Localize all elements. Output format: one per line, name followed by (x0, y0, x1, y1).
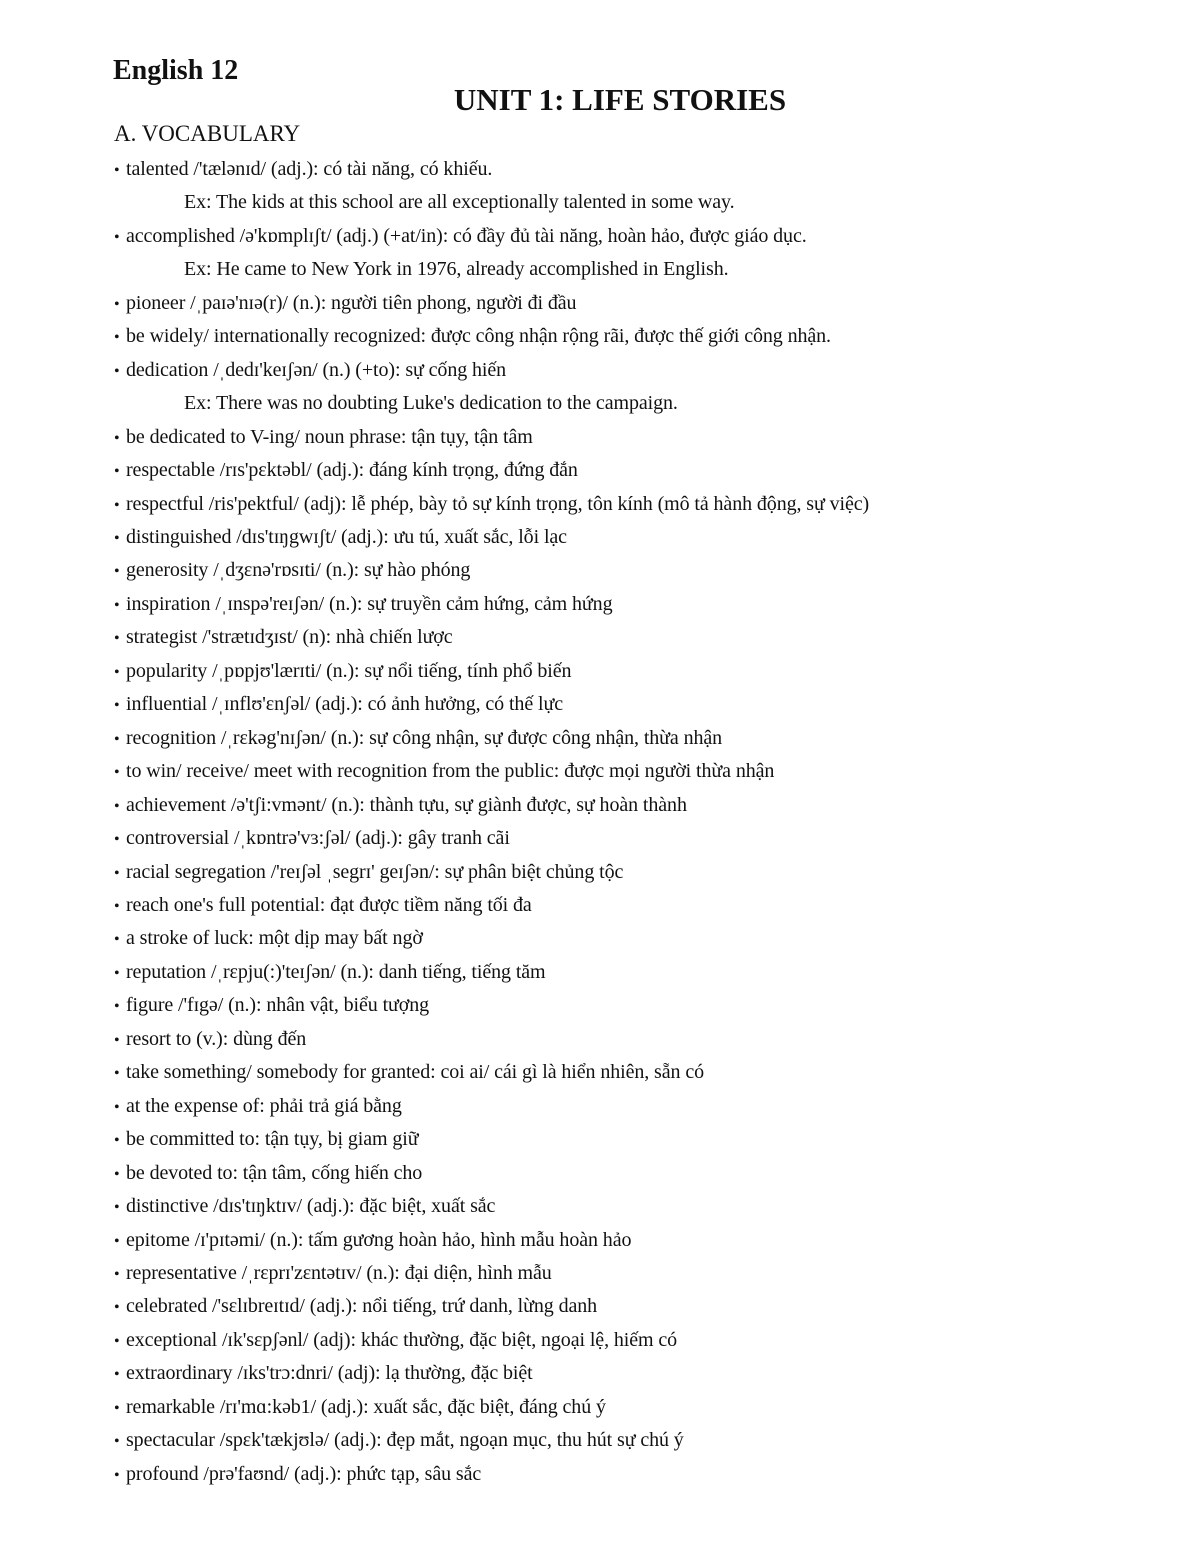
example-sentence (114, 387, 1174, 420)
vocabulary-text: be committed to: tận tụy, bị giam giữ (126, 1128, 419, 1151)
bullet-icon: • (114, 864, 120, 882)
vocabulary-item (114, 1458, 1174, 1491)
bullet-icon: • (114, 496, 120, 514)
vocabulary-item (114, 722, 1174, 755)
bullet-icon: • (114, 463, 120, 481)
vocabulary-text: pioneer /ˌpaɪə'nɪə(r)/ (n.): người tiên phong, người đi đầu (126, 291, 577, 314)
example-sentence (114, 253, 1174, 286)
vocabulary-text: popularity /ˌpɒpjʊ'lærɪti/ (n.): sự nổi tiếng, tính phổ biến (126, 659, 572, 682)
vocabulary-text: exceptional /ɪk'sɛpʃənl/ (adj): khác thường, đặc biệt, ngoại lệ, hiếm có (126, 1328, 678, 1351)
example-text: Ex: There was no doubting Luke's dedication to the campaign. (184, 392, 678, 415)
bullet-icon: • (114, 630, 120, 648)
vocabulary-text: strategist /'strætɪdʒɪst/ (n): nhà chiến lược (126, 626, 453, 649)
vocabulary-text: accomplished /ə'kɒmplɪʃt/ (adj.) (+at/in): có đầy đủ tài năng, hoàn hảo, được giáo dục. (126, 224, 807, 247)
vocabulary-text: generosity /ˌdʒɛnə'rɒsɪti/ (n.): sự hào phóng (126, 559, 471, 582)
vocabulary-item (114, 1424, 1174, 1457)
vocabulary-item (114, 354, 1174, 387)
vocabulary-item (114, 621, 1174, 654)
example-sentence (114, 186, 1174, 219)
bullet-icon: • (114, 897, 120, 915)
bullet-icon: • (114, 1232, 120, 1250)
vocabulary-text: figure /'fɪgə/ (n.): nhân vật, biểu tượng (126, 994, 430, 1017)
bullet-icon: • (114, 563, 120, 581)
vocabulary-text: dedication /ˌdedɪ'keɪʃən/ (n.) (+to): sự cống hiến (126, 358, 507, 381)
bullet-icon: • (114, 1299, 120, 1317)
bullet-icon: • (114, 1098, 120, 1116)
vocabulary-item (114, 1056, 1174, 1089)
vocabulary-text: spectacular /spɛk'tækjʊlə/ (adj.): đẹp mắt, ngoạn mục, thu hút sự chú ý (126, 1429, 684, 1452)
vocabulary-text: resort to (v.): dùng đến (126, 1027, 307, 1050)
vocabulary-item (114, 755, 1174, 788)
vocabulary-text: achievement /ə'tʃi:vmənt/ (n.): thành tựu, sự giành được, sự hoàn thành (126, 793, 687, 816)
vocabulary-text: to win/ receive/ meet with recognition from the public: được mọi người thừa nhận (126, 760, 775, 783)
vocabulary-item (114, 588, 1174, 621)
vocabulary-item (114, 454, 1174, 487)
bullet-icon: • (114, 797, 120, 815)
vocabulary-item (114, 153, 1174, 186)
vocabulary-text: inspiration /ˌɪnspə'reɪʃən/ (n.): sự truyền cảm hứng, cảm hứng (126, 592, 613, 615)
vocabulary-item (114, 287, 1174, 320)
vocabulary-text: profound /prə'faʊnd/ (adj.): phức tạp, sâu sắc (126, 1462, 482, 1485)
bullet-icon: • (114, 964, 120, 982)
vocabulary-text: take something/ somebody for granted: coi ai/ cái gì là hiển nhiên, sẵn có (126, 1061, 704, 1084)
bullet-icon: • (114, 1065, 120, 1083)
bullet-icon: • (114, 429, 120, 447)
bullet-icon: • (114, 362, 120, 380)
vocabulary-item (114, 789, 1174, 822)
bullet-icon: • (114, 1466, 120, 1484)
bullet-icon: • (114, 1165, 120, 1183)
bullet-icon: • (114, 329, 120, 347)
unit-title: UNIT 1: LIFE STORIES (453, 82, 787, 117)
bullet-icon: • (114, 228, 120, 246)
bullet-icon: • (114, 1366, 120, 1384)
vocabulary-text: reach one's full potential: đạt được tiềm năng tối đa (126, 893, 532, 916)
vocabulary-item (114, 1157, 1174, 1190)
vocabulary-text: be dedicated to V-ing/ noun phrase: tận tụy, tận tâm (126, 425, 533, 448)
vocabulary-item (114, 1257, 1174, 1290)
vocabulary-item (114, 1090, 1174, 1123)
vocabulary-list (114, 153, 1174, 1491)
example-text: Ex: He came to New York in 1976, already accomplished in English. (184, 258, 729, 281)
vocabulary-item (114, 688, 1174, 721)
bullet-icon: • (114, 295, 120, 313)
vocabulary-item (114, 956, 1174, 989)
vocabulary-text: celebrated /'sɛlɪbreɪtɪd/ (adj.): nổi tiếng, trứ danh, lừng danh (126, 1295, 598, 1318)
vocabulary-text: controversial /ˌkɒntrə'vɜ:ʃəl/ (adj.): gây tranh cãi (126, 827, 510, 850)
vocabulary-item (114, 1357, 1174, 1390)
bullet-icon: • (114, 1265, 120, 1283)
vocabulary-item (114, 521, 1174, 554)
vocabulary-item (114, 922, 1174, 955)
vocabulary-item (114, 220, 1174, 253)
vocabulary-item (114, 554, 1174, 587)
vocabulary-item (114, 1290, 1174, 1323)
document-title: English 12 (113, 55, 239, 86)
vocabulary-text: a stroke of luck: một dịp may bất ngờ (126, 927, 423, 950)
vocabulary-item (114, 421, 1174, 454)
vocabulary-text: distinguished /dɪs'tɪŋgwɪʃt/ (adj.): ưu tú, xuất sắc, lỗi lạc (126, 525, 567, 548)
vocabulary-text: epitome /ɪ'pɪtəmi/ (n.): tấm gương hoàn hảo, hình mẫu hoàn hảo (126, 1228, 632, 1251)
vocabulary-text: respectful /ris'pektful/ (adj): lễ phép, bày tỏ sự kính trọng, tôn kính (mô tả hành động, sự việc) (126, 492, 870, 515)
vocabulary-item (114, 1123, 1174, 1156)
bullet-icon: • (114, 697, 120, 715)
bullet-icon: • (114, 730, 120, 748)
vocabulary-text: reputation /ˌrɛpju(:)'teɪʃən/ (n.): danh tiếng, tiếng tăm (126, 960, 546, 983)
vocabulary-item (114, 822, 1174, 855)
vocabulary-text: racial segregation /'reɪʃəl ˌsegrɪ' geɪʃən/: sự phân biệt chủng tộc (126, 860, 624, 883)
bullet-icon: • (114, 1031, 120, 1049)
bullet-icon: • (114, 1199, 120, 1217)
vocabulary-text: recognition /ˌrɛkəg'nɪʃən/ (n.): sự công nhận, sự được công nhận, thừa nhận (126, 726, 723, 749)
vocabulary-item (114, 1224, 1174, 1257)
bullet-icon: • (114, 998, 120, 1016)
vocabulary-text: representative /ˌrɛprɪ'zɛntətɪv/ (n.): đại diện, hình mẫu (126, 1261, 552, 1284)
vocabulary-item (114, 1324, 1174, 1357)
bullet-icon: • (114, 1433, 120, 1451)
bullet-icon: • (114, 931, 120, 949)
vocabulary-item (114, 655, 1174, 688)
vocabulary-text: distinctive /dɪs'tɪŋktɪv/ (adj.): đặc biệt, xuất sắc (126, 1195, 496, 1218)
vocabulary-item (114, 488, 1174, 521)
section-heading: A. VOCABULARY (114, 121, 301, 146)
vocabulary-item (114, 1190, 1174, 1223)
vocabulary-text: at the expense of: phải trả giá bằng (126, 1094, 402, 1117)
bullet-icon: • (114, 596, 120, 614)
example-text: Ex: The kids at this school are all exceptionally talented in some way. (184, 191, 735, 214)
vocabulary-text: remarkable /rɪ'mɑ:kəb1/ (adj.): xuất sắc, đặc biệt, đáng chú ý (126, 1395, 606, 1418)
vocabulary-text: be widely/ internationally recognized: được công nhận rộng rãi, được thế giới công nhận. (126, 325, 831, 348)
vocabulary-text: extraordinary /ɪks'trɔ:dnri/ (adj): lạ thường, đặc biệt (126, 1362, 533, 1385)
vocabulary-item (114, 1023, 1174, 1056)
bullet-icon: • (114, 1332, 120, 1350)
vocabulary-text: talented /'tælənɪd/ (adj.): có tài năng, có khiếu. (126, 158, 493, 180)
vocabulary-item (114, 989, 1174, 1022)
vocabulary-item (114, 1391, 1174, 1424)
bullet-icon: • (114, 1399, 120, 1417)
vocabulary-text: respectable /rɪs'pɛktəbl/ (adj.): đáng kính trọng, đứng đắn (126, 459, 578, 482)
bullet-icon: • (114, 1132, 120, 1150)
bullet-icon: • (114, 831, 120, 849)
vocabulary-text: influential /ˌɪnflʊ'ɛnʃəl/ (adj.): có ảnh hưởng, có thế lực (126, 693, 563, 716)
bullet-icon: • (114, 162, 120, 179)
vocabulary-item (114, 889, 1174, 922)
vocabulary-item (114, 320, 1174, 353)
vocabulary-text: be devoted to: tận tâm, cống hiến cho (126, 1161, 423, 1184)
bullet-icon: • (114, 663, 120, 681)
vocabulary-item (114, 856, 1174, 889)
bullet-icon: • (114, 764, 120, 782)
bullet-icon: • (114, 529, 120, 547)
